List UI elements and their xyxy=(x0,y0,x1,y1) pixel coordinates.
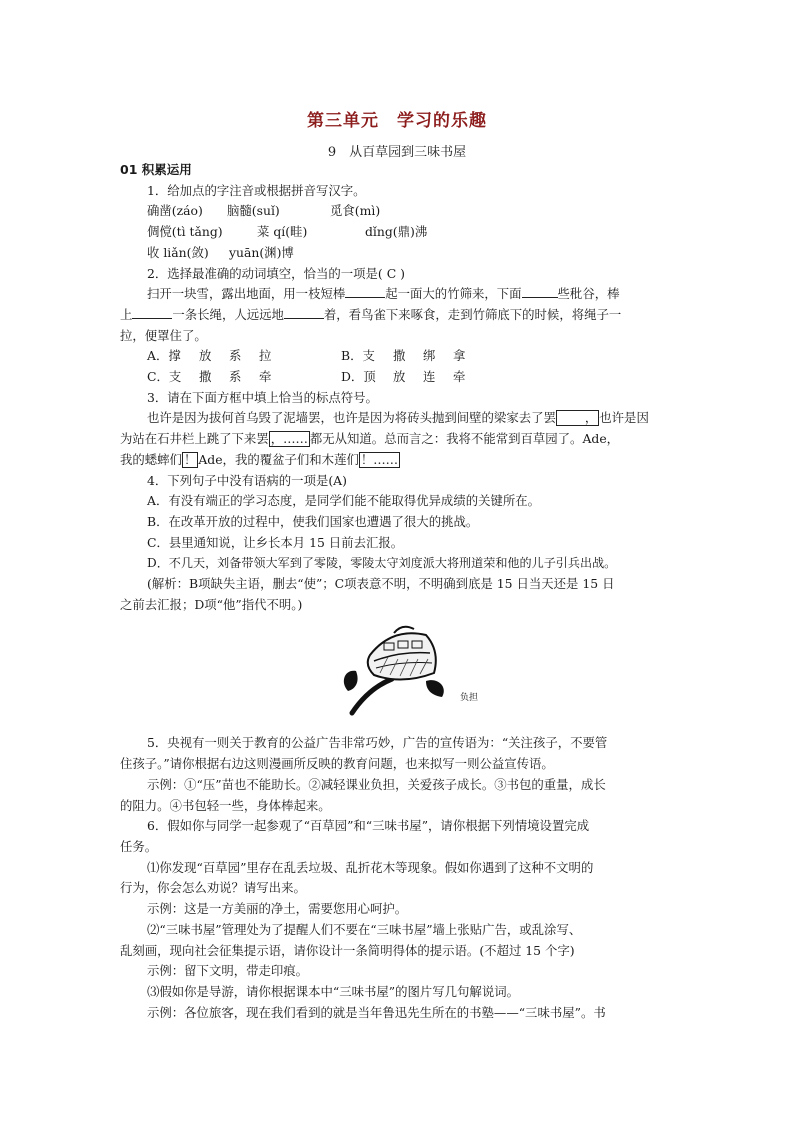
option-d: D．顶 xyxy=(341,369,376,385)
q2-stem-text: 2．选择最准确的动词填空，恰当的一项是( xyxy=(147,265,383,281)
q1-row-1 xyxy=(120,201,680,222)
option-d-word: 放 xyxy=(393,369,406,385)
cartoon-figure xyxy=(120,621,680,725)
option-b: B．支 xyxy=(341,348,375,364)
q4-analysis-line-2: 之前去汇报；D项“他”指代不明。) xyxy=(120,596,303,612)
q2-options-cd xyxy=(120,367,680,388)
option-c: C．支 xyxy=(147,369,182,385)
q6-sub1-line-1: ⑴你发现“百草园”里存在乱丢垃圾、乱折花木等现象。假如你遇到了这种不文明的 xyxy=(147,859,594,875)
punctuation-box: ！ xyxy=(183,451,197,467)
q6-sub2-example: 示例：留下文明，带走印痕。 xyxy=(147,963,309,979)
q6-line-1: 6．假如你与同学一起参观了“百草园”和“三味书屋”，请你根据下列情境设置完成 xyxy=(147,818,590,834)
q2-text: 着，看鸟雀下来啄食，走到竹筛底下的时候，将绳子一 xyxy=(323,306,622,322)
q1-row-3 xyxy=(120,243,680,264)
q1-item: 觅食(mì) xyxy=(330,203,381,219)
punctuation-box: ！…… xyxy=(360,451,399,467)
option-b-word: 拿 xyxy=(453,348,466,364)
q4-stem: 4．下列句子中没有语病的一项是(A) xyxy=(147,472,347,488)
section-heading: 01 积累运用 xyxy=(120,162,192,177)
fill-blank xyxy=(522,284,558,298)
q3-stem: 3．请在下面方框中填上恰当的标点符号。 xyxy=(147,389,378,405)
q5-line-2: 住孩子。”请你根据右边这则漫画所反映的教育问题，也来拟写一则公益宣传语。 xyxy=(120,756,554,772)
q2-passage-line-2 xyxy=(120,305,680,326)
fill-blank xyxy=(284,305,324,319)
lesson-title: 9 从百草园到三味书屋 xyxy=(327,145,467,160)
punctuation-box: ， xyxy=(556,410,599,426)
figure-caption: 负担 xyxy=(460,693,479,704)
q4-option-c: C．县里通知说，让乡长本月 15 日前去汇报。 xyxy=(147,534,404,550)
q1-stem: 1．给加点的字注音或根据拼音写汉字。 xyxy=(147,182,366,198)
fill-blank xyxy=(345,284,385,298)
option-d-word: 牵 xyxy=(453,369,466,385)
q6-sub3-line-1: ⑶假如你是导游，请你根据课本中“三味书屋”的图片写几句解说词。 xyxy=(147,983,519,999)
q6-sub2-line-1: ⑵“三味书屋”管理处为了提醒人们不要在“三味书屋”墙上张贴广告，或乱涂写、 xyxy=(147,921,582,937)
q6-sub2-line-2: 乱刻画，现向社会征集提示语，请你设计一条简明得体的提示语。(不超过 15 个字) xyxy=(120,942,575,958)
q2-text: 扫开一块雪，露出地面，用一枝短棒 xyxy=(147,286,346,302)
q2-text: 些秕谷，棒 xyxy=(557,286,620,302)
q2-text: 起一面大的竹筛来，下面 xyxy=(385,286,522,302)
q1-item: 菜 qí(畦) xyxy=(257,224,308,240)
q4-option-d: D．不几天，刘备带领大军到了零陵，零陵太守刘度派大将刑道荣和他的儿子引兵出战。 xyxy=(147,556,617,571)
q2-passage-line-3: 拉，便罩住了。 xyxy=(120,327,207,343)
q2-stem xyxy=(120,264,680,285)
q3-passage-line-2 xyxy=(120,429,680,450)
option-c-word: 牵 xyxy=(259,369,272,385)
q2-options-ab xyxy=(120,346,680,367)
q3-text: 都无从知道。总而言之：我将不能常到百草园了。Ade， xyxy=(309,431,620,447)
q3-passage-line-1 xyxy=(120,408,680,429)
q1-item: 脑髓(suǐ) xyxy=(227,203,280,219)
option-a: A．撑 xyxy=(147,348,181,364)
q5-line-1: 5．央视有一则关于教育的公益广告非常巧妙，广告的宣传语为：“关注孩子，不要管 xyxy=(147,735,608,751)
q2-text: 上 xyxy=(120,306,133,322)
burden-cartoon-illustration xyxy=(330,621,470,721)
q6-sub1-line-2: 行为，你会怎么劝说？请写出来。 xyxy=(120,880,306,896)
q6-line-2: 任务。 xyxy=(120,838,158,854)
q2-text: 一条长绳，人远远地 xyxy=(172,306,284,322)
q1-item: 收 liǎn(敛) xyxy=(147,244,209,260)
q6-sub3-example: 示例：各位旅客，现在我们看到的就是当年鲁迅先生所在的书塾——“三味书屋”。书 xyxy=(147,1004,606,1020)
punctuation-box: ，…… xyxy=(270,431,308,447)
q4-option-a: A．有没有端正的学习态度，是同学们能不能取得优异成绩的关键所在。 xyxy=(147,493,541,509)
worksheet-content xyxy=(120,160,680,1023)
q1-item: 倜傥(tì tǎng) xyxy=(147,224,223,240)
unit-title: 第三单元 学习的乐趣 xyxy=(307,111,487,131)
q4-option-b: B．在改革开放的过程中，使我们国家也遭遇了很大的挑战。 xyxy=(147,513,479,529)
q2-answer: C xyxy=(386,265,397,281)
option-c-word: 系 xyxy=(229,369,242,385)
q3-passage-line-3 xyxy=(120,450,680,471)
q5-example-line-1: 示例：①“压”苗也不能助长。②减轻课业负担，关爱孩子成长。③书包的重量，成长 xyxy=(147,776,606,792)
q1-item: yuān(渊)博 xyxy=(229,244,294,260)
q6-sub1-example: 示例：这是一方美丽的净土，需要您用心呵护。 xyxy=(147,901,408,917)
option-c-word: 撒 xyxy=(199,369,212,385)
q2-passage-line-1 xyxy=(120,284,680,305)
q2-stem-end: ) xyxy=(400,265,405,281)
q3-text: 为站在石井栏上跳了下来罢 xyxy=(120,431,269,447)
q3-text: 也许是因 xyxy=(599,410,649,426)
q3-text: 也许是因为拔何首乌毁了泥墙罢，也许是因为将砖头抛到间壁的梁家去了罢 xyxy=(147,410,556,426)
q5-example-line-2: 的阻力。④书包轻一些，身体棒起来。 xyxy=(120,797,331,813)
q1-item: dǐng(鼎)沸 xyxy=(365,224,428,240)
option-d-word: 连 xyxy=(423,369,436,385)
option-b-word: 绑 xyxy=(423,348,436,364)
option-a-word: 拉 xyxy=(259,348,272,364)
q1-item: 确凿(záo) xyxy=(147,203,203,219)
q3-text: Ade，我的覆盆子们和木莲们 xyxy=(198,451,359,467)
q1-row-2 xyxy=(120,222,680,243)
option-a-word: 系 xyxy=(229,348,242,364)
option-b-word: 撒 xyxy=(393,348,406,364)
q4-analysis-line-1: (解析：B项缺失主语，删去“使”；C项表意不明，不明确到底是 15 日当天还是 15 日 xyxy=(147,576,615,592)
option-a-word: 放 xyxy=(199,348,212,364)
fill-blank xyxy=(132,305,172,319)
q3-text: 我的蟋蟀们 xyxy=(120,451,182,467)
